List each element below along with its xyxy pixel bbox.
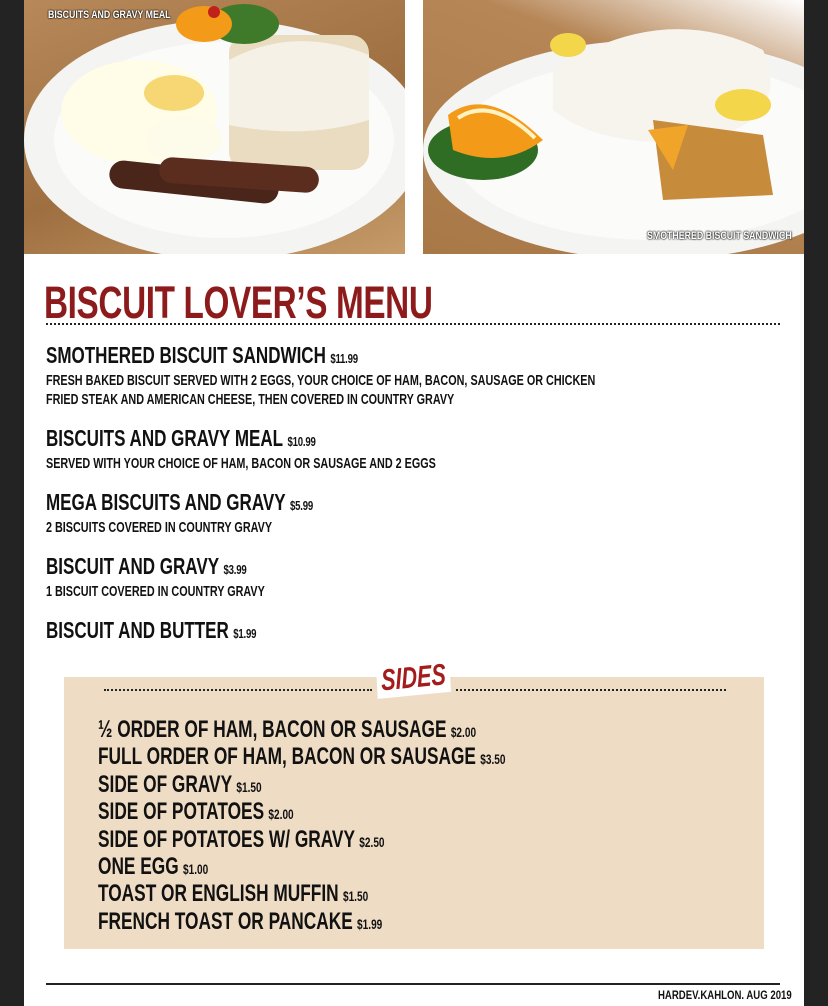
menu-item-price: $1.99 xyxy=(233,626,257,641)
side-item-price: $1.50 xyxy=(342,888,369,905)
menu-title: BISCUIT LOVER’S MENU xyxy=(44,277,433,328)
sides-divider-left xyxy=(104,689,372,691)
photo-caption-left: BISCUITS AND GRAVY MEAL xyxy=(48,9,171,21)
side-item xyxy=(98,826,505,853)
side-item xyxy=(98,853,505,880)
menu-item-price: $11.99 xyxy=(330,351,358,366)
side-item-price: $2.00 xyxy=(450,724,477,740)
sides-list xyxy=(98,716,664,935)
menu-item-price: $5.99 xyxy=(289,498,313,513)
side-item-name: TOAST OR ENGLISH MUFFIN xyxy=(98,880,339,908)
menu-item-name: BISCUITS AND GRAVY MEAL xyxy=(46,425,284,451)
menu-item-description: SERVED WITH YOUR CHOICE OF HAM, BACON OR SAUSAGE AND 2 EGGS xyxy=(46,455,436,472)
photo-caption-right: SMOTHERED BISCUIT SANDWICH xyxy=(647,230,792,242)
menu-item-price: $10.99 xyxy=(287,434,316,449)
photo-biscuits-and-gravy-meal xyxy=(24,0,405,254)
menu-item-biscuit-and-gravy xyxy=(46,554,350,601)
menu-item-mega-biscuits-and-gravy xyxy=(46,490,407,537)
menu-item-name: MEGA BISCUITS AND GRAVY xyxy=(46,489,286,515)
side-item-name: ½ ORDER OF HAM, BACON OR SAUSAGE xyxy=(98,716,447,743)
side-item-name: SIDE OF GRAVY xyxy=(98,770,233,798)
side-item xyxy=(98,716,505,743)
side-item-price: $1.99 xyxy=(357,915,383,932)
photo-smothered-biscuit-sandwich xyxy=(423,0,804,254)
menu-item-description: 1 BISCUIT COVERED IN COUNTRY GRAVY xyxy=(46,583,265,600)
side-item-name: FRENCH TOAST OR PANCAKE xyxy=(98,907,353,935)
side-item-price: $2.00 xyxy=(268,806,294,823)
side-item-name: FULL ORDER OF HAM, BACON OR SAUSAGE xyxy=(98,743,476,771)
side-item xyxy=(98,908,505,935)
side-item xyxy=(98,743,505,770)
menu-item-description: 2 BISCUITS COVERED IN COUNTRY GRAVY xyxy=(46,519,273,536)
menu-page xyxy=(24,0,804,1006)
side-item-name: SIDE OF POTATOES W/ GRAVY xyxy=(98,825,355,853)
menu-item-biscuit-and-butter xyxy=(46,618,330,646)
side-item-price: $1.50 xyxy=(236,778,262,795)
footer-divider xyxy=(46,983,780,985)
side-item-price: $1.00 xyxy=(182,860,209,877)
side-item xyxy=(98,771,505,798)
menu-item-name: BISCUIT AND GRAVY xyxy=(46,553,220,579)
food-illustration-right xyxy=(423,0,804,254)
side-item-name: ONE EGG xyxy=(98,852,179,880)
side-item-price: $3.50 xyxy=(480,751,506,768)
side-item xyxy=(98,798,505,825)
menu-item-biscuits-and-gravy-meal xyxy=(46,426,587,473)
title-divider xyxy=(46,323,780,325)
side-item xyxy=(98,880,505,907)
menu-item-price: $3.99 xyxy=(223,562,247,577)
sides-divider-right xyxy=(456,689,726,691)
side-item-name: SIDE OF POTATOES xyxy=(98,798,265,826)
menu-item-name: SMOTHERED BISCUIT SANDWICH xyxy=(46,342,326,368)
menu-item-description: FRIED STEAK AND AMERICAN CHEESE, THEN COVERED IN COUNTRY GRAVY xyxy=(46,391,455,408)
menu-item-description: FRESH BAKED BISCUIT SERVED WITH 2 EGGS, YOUR CHOICE OF HAM, BACON, SAUSAGE OR CHICKEN xyxy=(46,372,596,389)
food-illustration-left xyxy=(24,0,405,254)
menu-item-name: BISCUIT AND BUTTER xyxy=(46,617,229,643)
side-item-price: $2.50 xyxy=(359,833,385,850)
footer-credit: HARDEV.KAHLON. AUG 2019 xyxy=(658,988,792,1002)
sides-heading: SIDES xyxy=(376,658,451,699)
menu-item-smothered-biscuit-sandwich xyxy=(46,343,804,409)
